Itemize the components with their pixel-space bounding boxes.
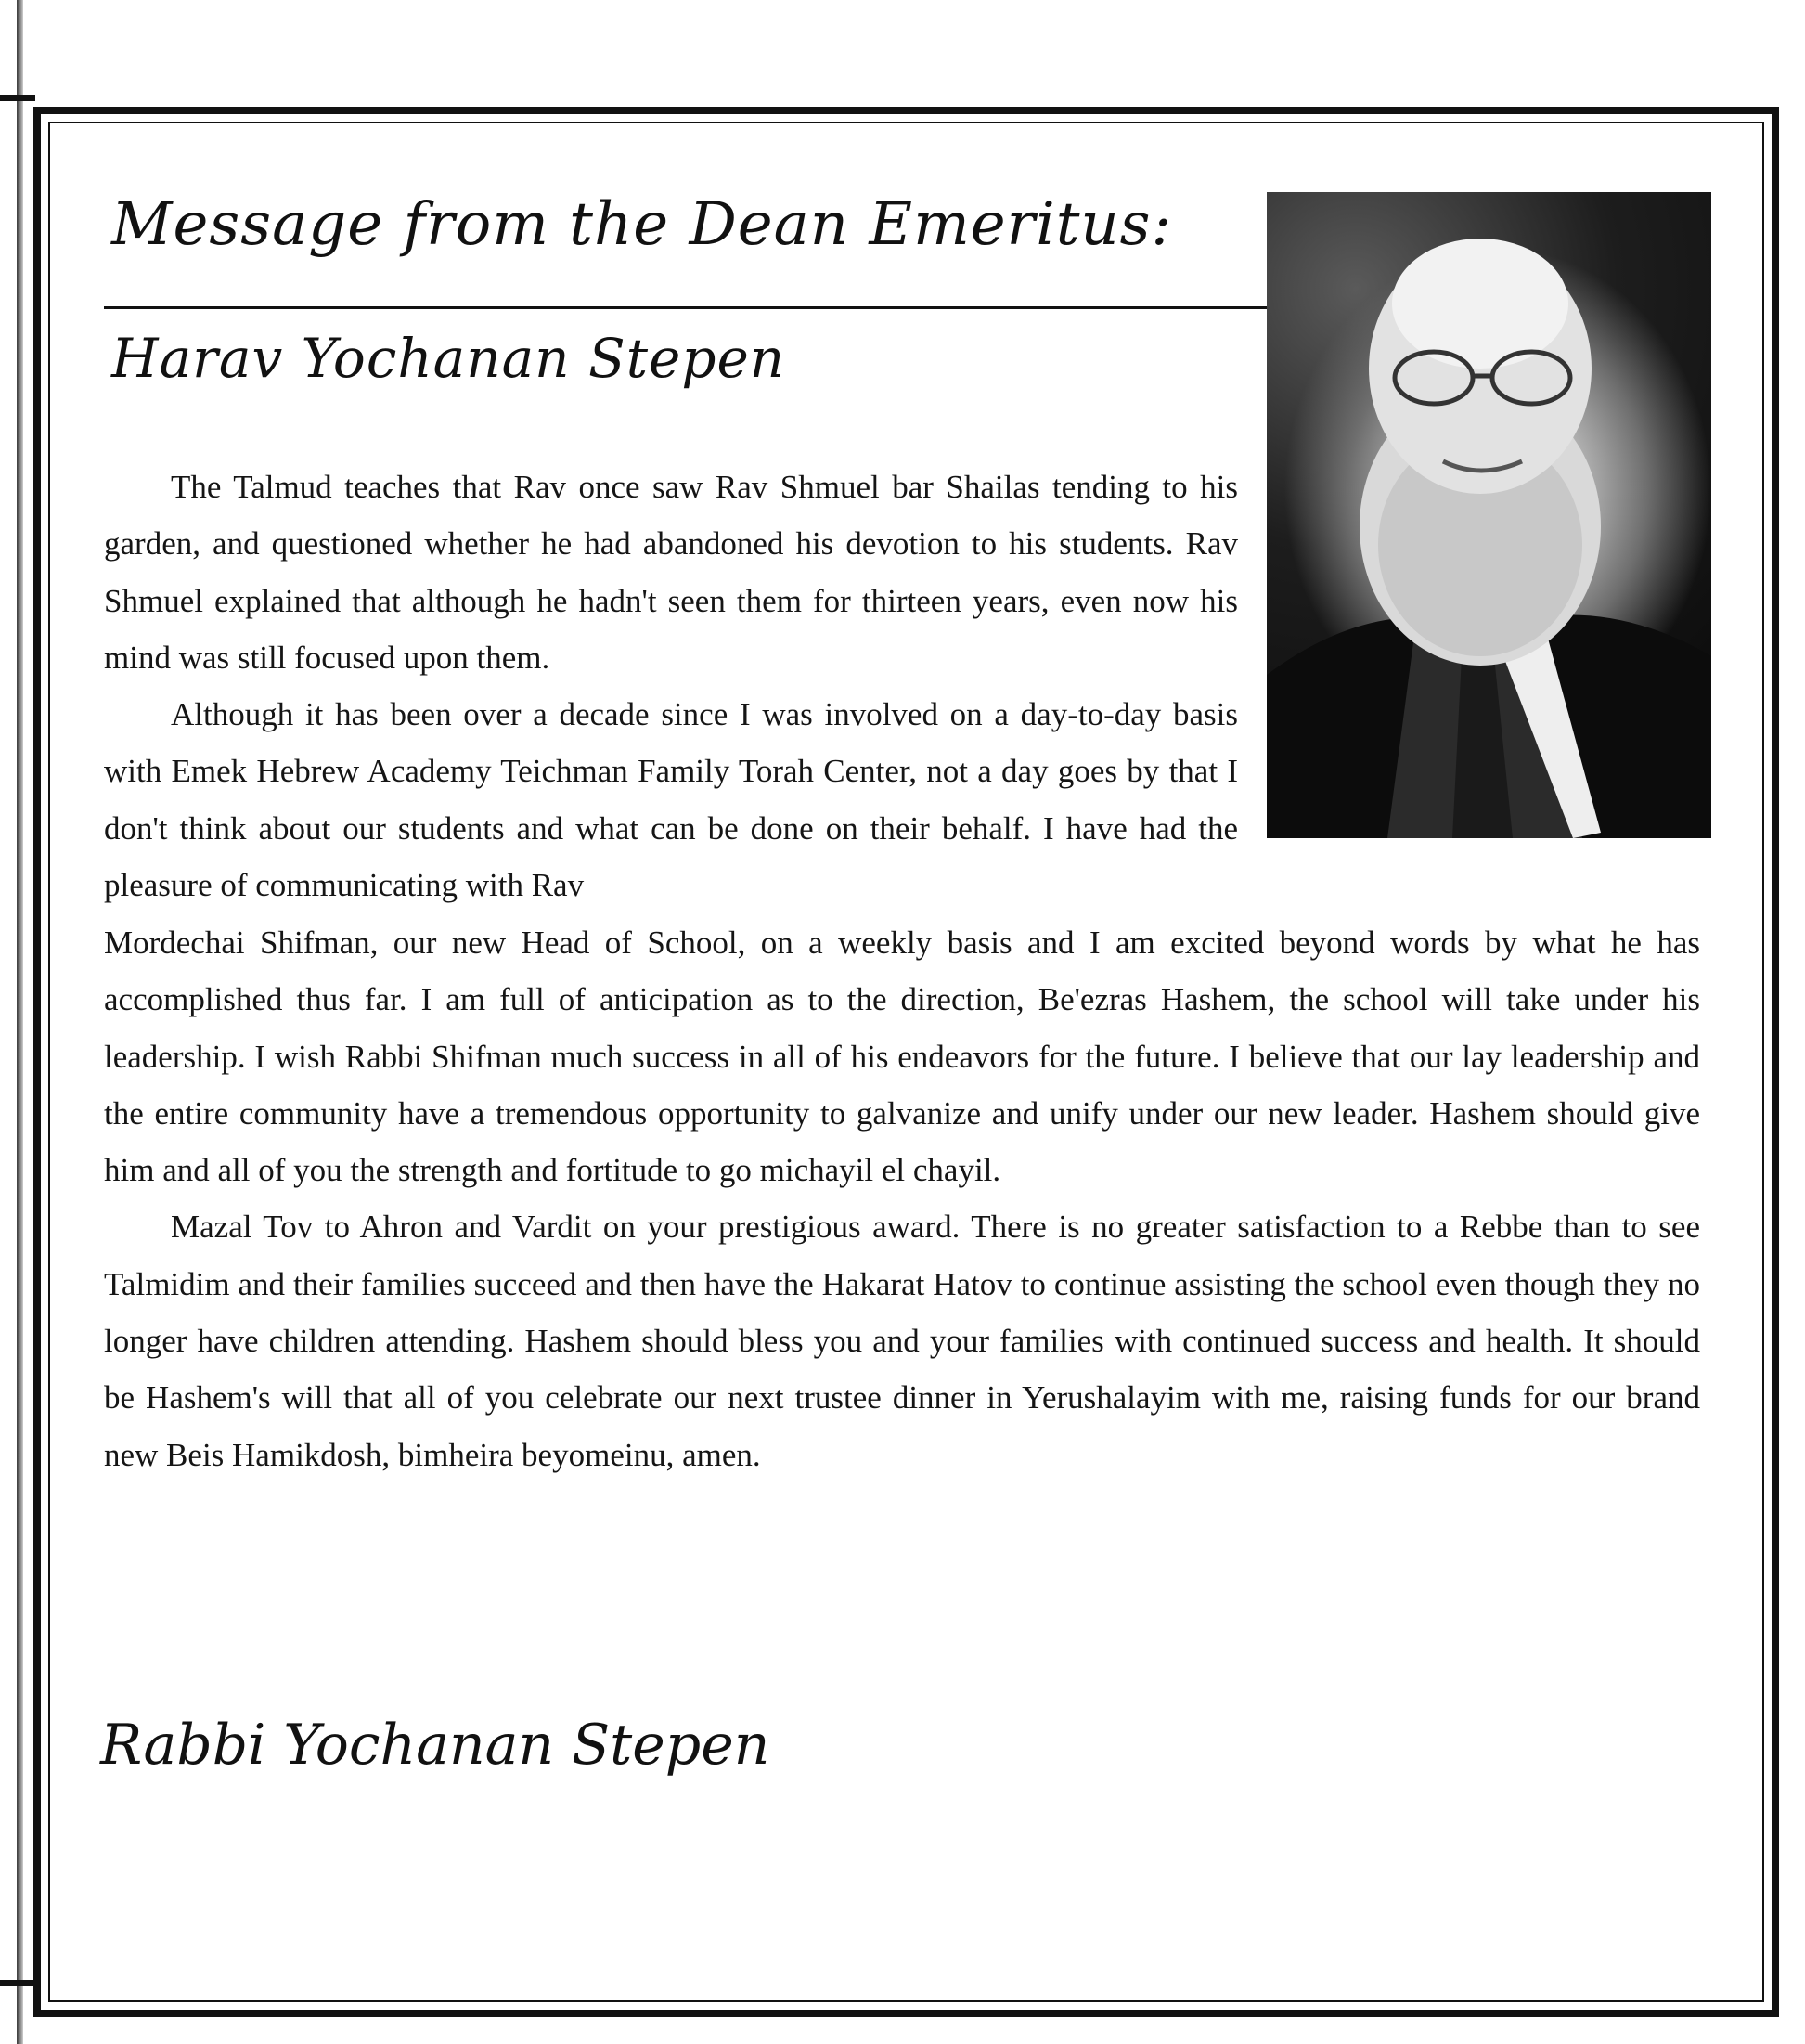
letter-body-lower (104, 914, 1700, 1483)
letter-paragraph-2-start: Although it has been over a decade since I was involved on a day-to-day basis with Emek Hebrew Academy Teichman Family Torah Center, not a day goes by that I don't think about our students and what can be done on their behalf. I have had the pleasure of communicating with Rav (104, 696, 1238, 904)
portrait-photo (1267, 192, 1711, 838)
spine-rule-bottom (0, 1980, 35, 1986)
title-divider (104, 306, 1269, 309)
spine-rule-top (0, 95, 35, 101)
letter-paragraph-1: The Talmud teaches that Rav once saw Rav Shmuel bar Shailas tending to his garden, and questioned whether he had abandoned his devotion to his students. Rav Shmuel explained that although he hadn't seen them for thirteen years, even now his mind was still focused upon them. (104, 469, 1238, 676)
letter-paragraph-2-continued: Mordechai Shifman, our new Head of School, on a weekly basis and I am excited beyond words by what he has accomplished thus far. I am full of anticipation as to the direction, Be'ezras Hashem, the school will take under his leadership. I wish Rabbi Shifman much success in all of his endeavors for the future. I believe that our lay leadership and the entire community have a tremendous opportunity to galvanize and unify under our new leader. Hashem should give him and all of you the strength and fortitude to go michayil el chayil. (104, 925, 1700, 1189)
portrait-illustration (1267, 192, 1711, 838)
letter-paragraph-3: Mazal Tov to Ahron and Vardit on your prestigious award. There is no greater satisfaction to a Rebbe than to see Talmidim and their families succeed and then have the Hakarat Hatov to continue assisting the school even though they no longer have children attending. Hashem should bless you and your families with continued success and health. It should be Hashem's will that all of you celebrate our next trustee dinner in Yerushalayim with me, raising funds for our brand new Beis Hamikdosh, bimheira beyomeinu, amen. (104, 1209, 1700, 1473)
letter-body-upper (104, 459, 1238, 913)
page-subtitle: Harav Yochanan Stepen (111, 327, 786, 390)
binding-spine (17, 0, 23, 2044)
page-title: Message from the Dean Emeritus: (111, 190, 1173, 259)
signature: Rabbi Yochanan Stepen (100, 1713, 770, 1778)
